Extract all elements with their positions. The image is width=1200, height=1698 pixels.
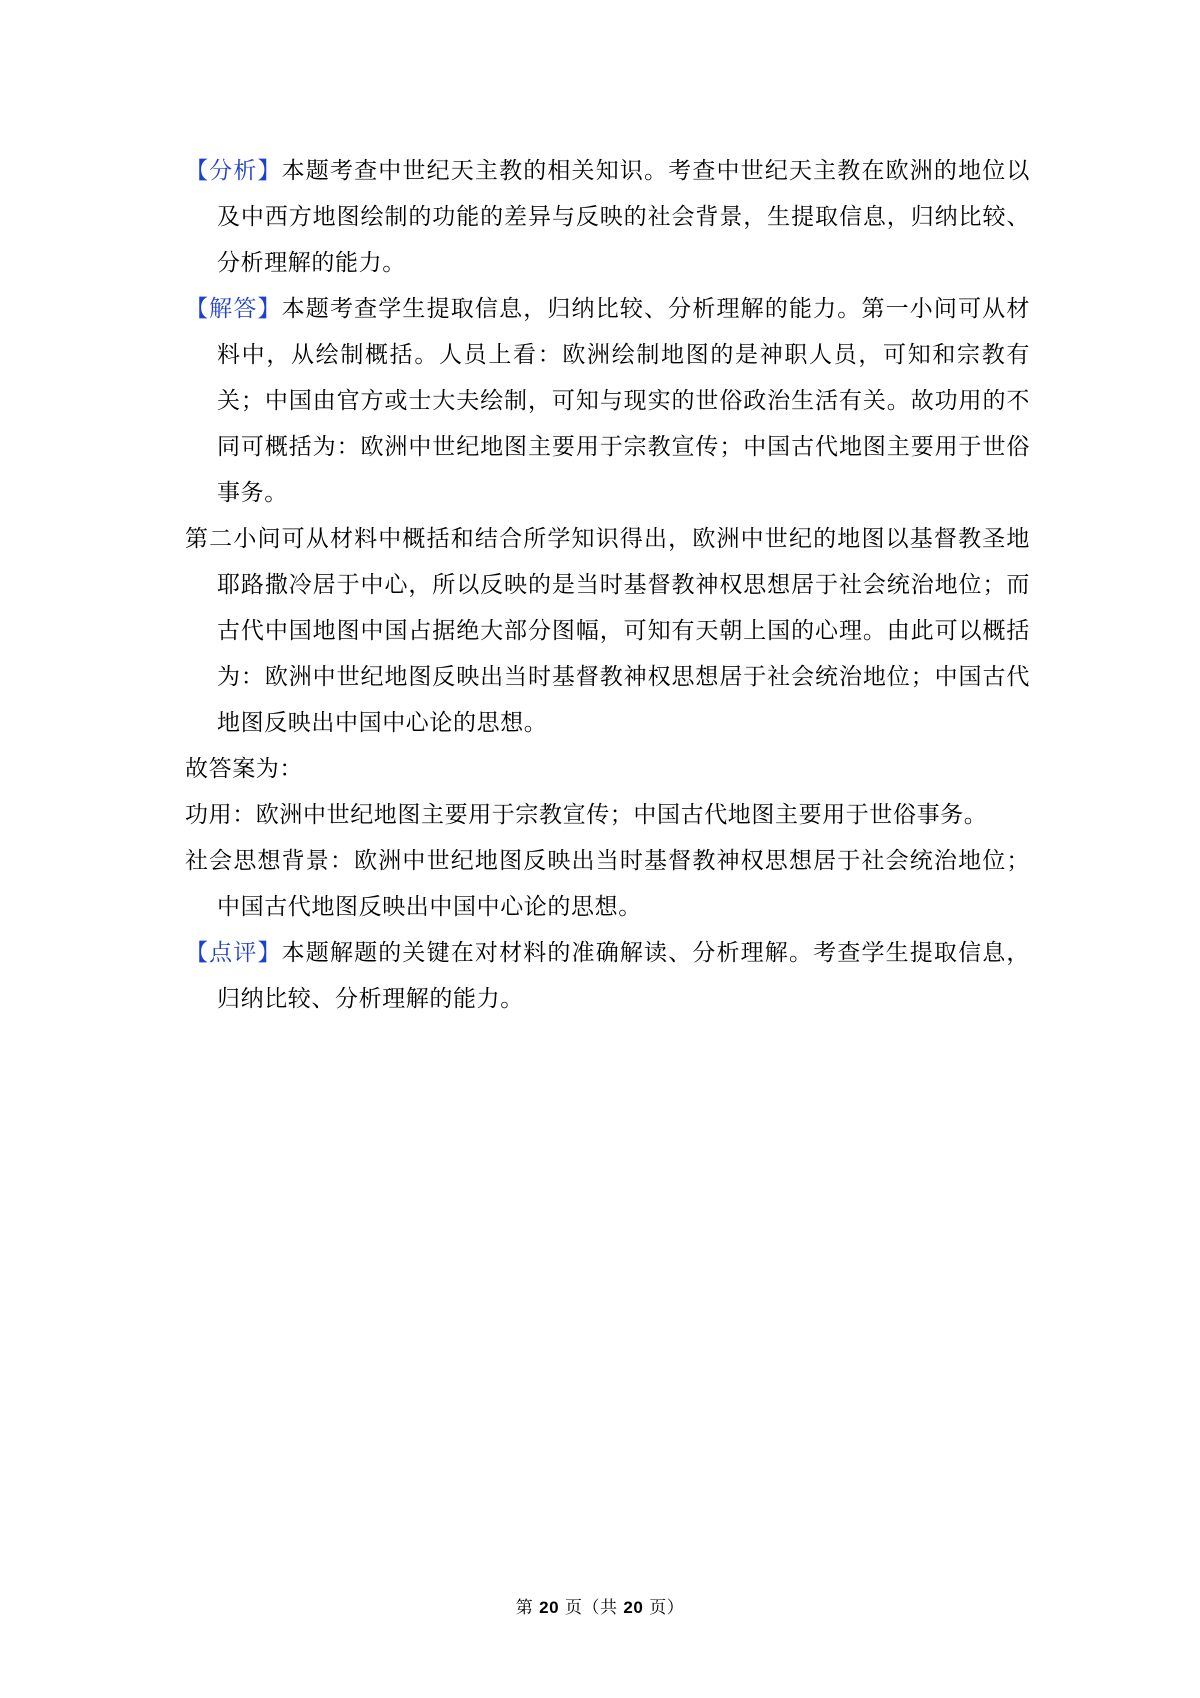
background-answer: 社会思想背景：欧洲中世纪地图反映出当时基督教神权思想居于社会统治地位；中国古代地图反映出中国中心论的思想。 xyxy=(185,848,1030,920)
function-answer: 功用：欧洲中世纪地图主要用于宗教宣传；中国古代地图主要用于世俗事务。 xyxy=(185,802,988,828)
answer-tag: 【解答】 xyxy=(185,296,282,322)
answer-text: 本题考查学生提取信息，归纳比较、分析理解的能力。第一小问可从材料中，从绘制概括。人员上看：欧洲绘制地图的是神职人员，可知和宗教有关；中国由官方或士大夫绘制，可知与现实的世俗政治生活有关。故功用的不同可概括为：欧洲中世纪地图主要用于宗教宣传；中国古代地图主要用于世俗事务。 xyxy=(217,296,1030,506)
comment-tag: 【点评】 xyxy=(185,940,282,966)
footer-page-number: 20 xyxy=(539,1598,560,1617)
analysis-paragraph xyxy=(185,148,1030,286)
footer-total-pages: 20 xyxy=(623,1598,644,1617)
analysis-text: 本题考查中世纪天主教的相关知识。考查中世纪天主教在欧洲的地位以及中西方地图绘制的功能的差异与反映的社会背景，生提取信息，归纳比较、分析理解的能力。 xyxy=(217,158,1030,276)
solution-body xyxy=(185,148,1030,1022)
page-footer xyxy=(0,1596,1200,1620)
analysis-tag: 【分析】 xyxy=(185,158,282,184)
footer-suffix: 页） xyxy=(643,1598,685,1618)
footer-prefix: 第 xyxy=(515,1598,540,1618)
second-question-paragraph: 第二小问可从材料中概括和结合所学知识得出，欧洲中世纪的地图以基督教圣地耶路撒冷居于中心，所以反映的是当时基督教神权思想居于社会统治地位；而古代中国地图中国占据绝大部分图幅，可知有天朝上国的心理。由此可以概括为：欧洲中世纪地图反映出当时基督教神权思想居于社会统治地位；中国古代地图反映出中国中心论的思想。 xyxy=(185,526,1030,736)
answer-label: 故答案为： xyxy=(185,756,303,782)
answer-paragraph xyxy=(185,286,1030,516)
comment-paragraph xyxy=(185,930,1030,1022)
comment-text: 本题解题的关键在对材料的准确解读、分析理解。考查学生提取信息，归纳比较、分析理解的能力。 xyxy=(217,940,1030,1012)
footer-middle: 页（共 xyxy=(559,1598,624,1618)
